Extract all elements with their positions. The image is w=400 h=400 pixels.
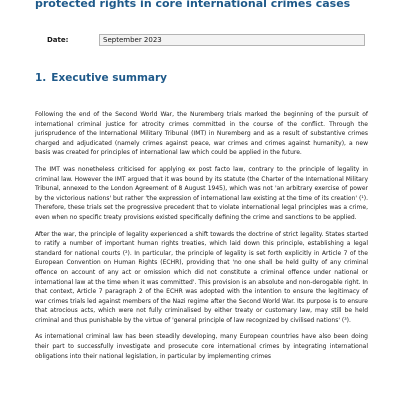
paragraph-4: As international criminal law has been steadily developing, many European countries have also been doing their part to successfully investigate and prosecute core international crimes by integrating international obligations into their national legislation, in particular by implementing crimes <box>35 333 368 360</box>
paragraph-3: After the war, the principle of legality experienced a shift towards the doctrine of strict legality. States started to ratify a number of important human rights treaties, which laid down this principle, establishing a legal standard for national courts (²). In particular, the principle of legality is set forth explicitly in Article 7 of the European Convention on Human Rights (ECHR), providing that 'no one shall be held guilty of any criminal offence on account of any act or omission which did not constitute a criminal offence under national or international law at the time when it was committed'. This provision is an absolute and non-derogable right. In that context, Article 7 paragraph 2 of the ECHR was adopted with the intention to ensure the legitimacy of war crimes trials led against members of the Nazi regime after the Second World War. Its purpose is to ensure that atrocious acts, which were not fully criminalised by either treaty or customary law, may still be held criminal and thus punishable by the virtue of 'general principle of law recognized by civilised nations' (³). <box>35 230 368 324</box>
section-number: 1. <box>35 72 47 84</box>
section-title: Executive summary <box>51 72 168 84</box>
date-field: September 2023 <box>99 34 365 46</box>
document-body <box>35 110 368 368</box>
date-label: Date: <box>47 36 69 44</box>
paragraph-1: Following the end of the Second World War, the Nuremberg trials marked the beginning of the pursuit of international criminal justice for atrocity crimes committed in the course of the conflict. Through the jurisprudence of the International Military Tribunal (IMT) in Nuremberg and as a result of substantive crimes charged and adjudicated (namely crimes against peace, war crimes and crimes against humanity), a new basis was created for principles of international law which could be applied in the future. <box>35 111 368 157</box>
section-heading <box>35 72 167 84</box>
document-title: protected rights in core international crimes cases <box>35 0 351 10</box>
paragraph-2: The IMT was nonetheless criticised for applying ex post facto law, contrary to the principle of legality in criminal law. However the IMT argued that it was bound by its statute (the Charter of the International Military Tribunal, annexed to the London Agreement of 8 August 1945), which was not 'an arbitrary exercise of power by the victorious nations' but rather 'the expression of international law existing at the time of its creation' (¹). Therefore, these trials set the progressive precedent that to violate international legal principles was a crime, even when no specific treaty provisions existed specifically defining the crime and sanctions to be applied. <box>35 165 368 221</box>
